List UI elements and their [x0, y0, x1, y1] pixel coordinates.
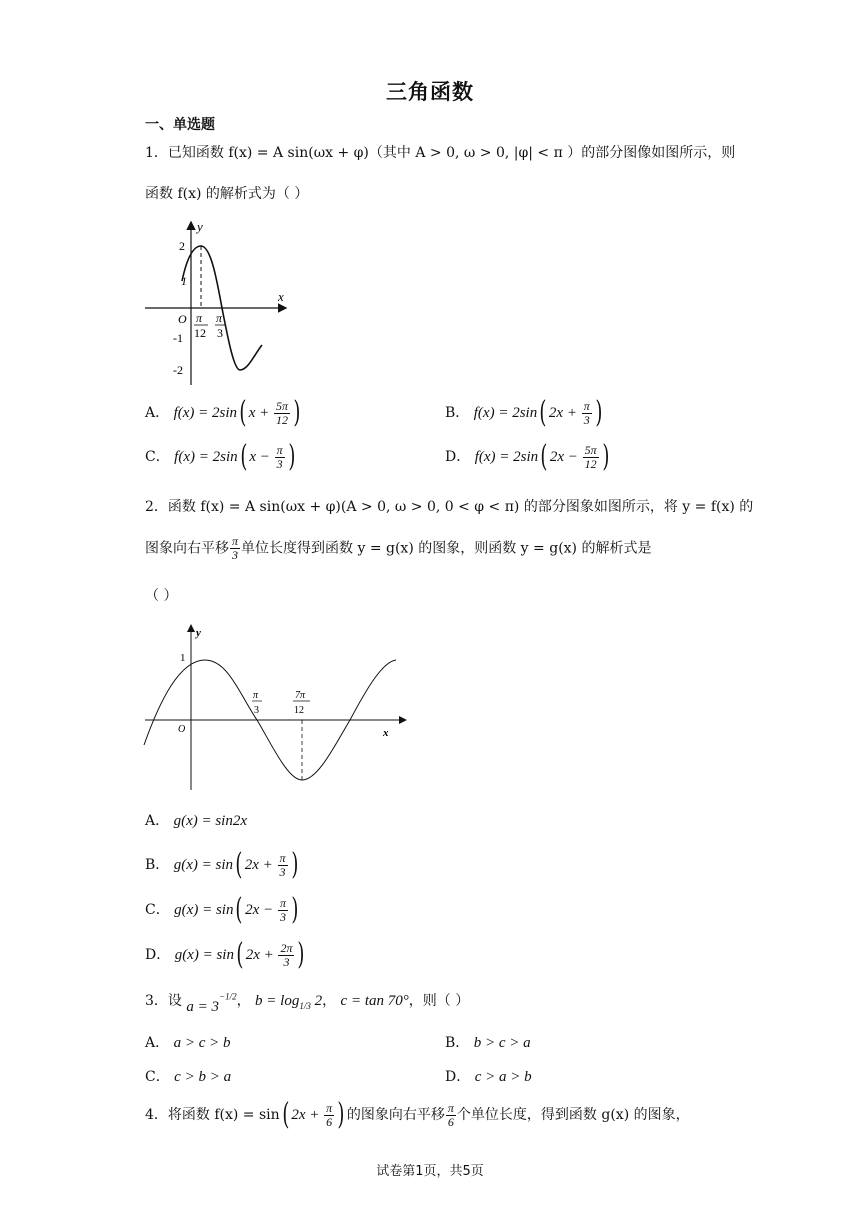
q1-xtick-pi12-num: π — [196, 311, 203, 325]
q1-origin-label: O — [178, 312, 187, 326]
q1-option-c[interactable]: C． f(x) = 2sin( x − $\frac{\pi}{3}$ ) — [145, 439, 296, 474]
q1-x-axis-label: x — [278, 289, 284, 304]
q2-stem-line2: 图象向右平移 $\frac{\pi}{3}$ 单位长度得到函数 y = g(x) 的图象，则函数 y = g(x) 的解析式是 — [145, 534, 652, 562]
q1-ytick-2: 2 — [179, 239, 185, 253]
page-footer: 试卷第1页，共5页 — [376, 1164, 484, 1179]
q1-stem-line1: 1．已知函数 f(x) = A sin(ωx + φ)（其中 A > 0, ω > 0, |φ| < π ）的部分图像如图所示，则 — [145, 145, 736, 161]
q3-option-b[interactable]: B． b > c > a — [445, 1035, 531, 1051]
q2-origin-label: O — [178, 724, 186, 735]
q2-graph — [140, 620, 410, 795]
q2-x-axis-label: x — [383, 727, 389, 739]
q2-xtick-pi3-den: 3 — [254, 705, 259, 716]
q3-option-a[interactable]: A． a > c > b — [145, 1035, 231, 1051]
q2-option-b[interactable]: B． g(x) = sin( 2x + $\frac{\pi}{3}$ ) — [145, 847, 298, 882]
q1-ytick-neg1: -1 — [173, 331, 183, 345]
q3-stem: 3．设 $a = 3^{-1/2}$， $b = \log_{1/3} 2$， c = tan 70°，则（ ） — [145, 991, 470, 1015]
section-heading: 一、单选题 — [145, 117, 215, 133]
q1-xtick-pi3-num: π — [216, 311, 223, 325]
q3-option-c[interactable]: C． c > b > a — [145, 1069, 232, 1085]
q1-y-axis-label: y — [197, 219, 203, 234]
q2-xtick-pi3-num: π — [253, 690, 259, 701]
q1-graph — [140, 215, 300, 390]
q1-option-d[interactable]: D． f(x) = 2sin( 2x − $\frac{5\pi}{12}$ ) — [445, 439, 610, 474]
q1-stem-line2: 函数 f(x) 的解析式为（ ） — [145, 186, 309, 202]
q2-option-c[interactable]: C． g(x) = sin( 2x − $\frac{\pi}{3}$ ) — [145, 892, 299, 927]
q2-ytick-1: 1 — [180, 652, 186, 664]
q2-option-a[interactable]: A． g(x) = sin2x — [145, 813, 248, 829]
q2-option-d[interactable]: D． g(x) = sin( 2x + $\frac{2\pi}{3}$ ) — [145, 937, 305, 972]
q2-stem-line3: （ ） — [145, 588, 178, 604]
q1-ytick-1: 1 — [181, 274, 187, 288]
q1-option-b[interactable]: B． f(x) = 2sin( 2x + $\frac{\pi}{3}$ ) — [445, 395, 603, 430]
q3-option-d[interactable]: D． c > a > b — [445, 1069, 532, 1085]
q1-xtick-pi12-den: 12 — [194, 326, 206, 340]
page-title: 三角函数 — [386, 80, 474, 104]
q2-xtick-7pi12-num: 7π — [295, 690, 306, 701]
q2-y-axis-label: y — [196, 627, 201, 639]
q2-xtick-7pi12-den: 12 — [294, 705, 304, 716]
q1-ytick-neg2: -2 — [173, 363, 183, 377]
q2-stem-line1: 2．函数 f(x) = A sin(ωx + φ)(A > 0, ω > 0, 0 < φ < π) 的部分图象如图所示，将 y = f(x) 的 — [145, 499, 754, 515]
q1-option-a[interactable]: A． f(x) = 2sin( x + $\frac{5\pi}{12}$ ) — [145, 395, 301, 430]
q1-xtick-pi3-den: 3 — [217, 326, 223, 340]
q4-stem: 4．将函数 f(x) = sin( 2x + $\frac{\pi}{6}$ ) 的图象向右平移 $\frac{\pi}{6}$ 个单位长度，得到函数 g(x) 的图象， — [145, 1097, 690, 1132]
